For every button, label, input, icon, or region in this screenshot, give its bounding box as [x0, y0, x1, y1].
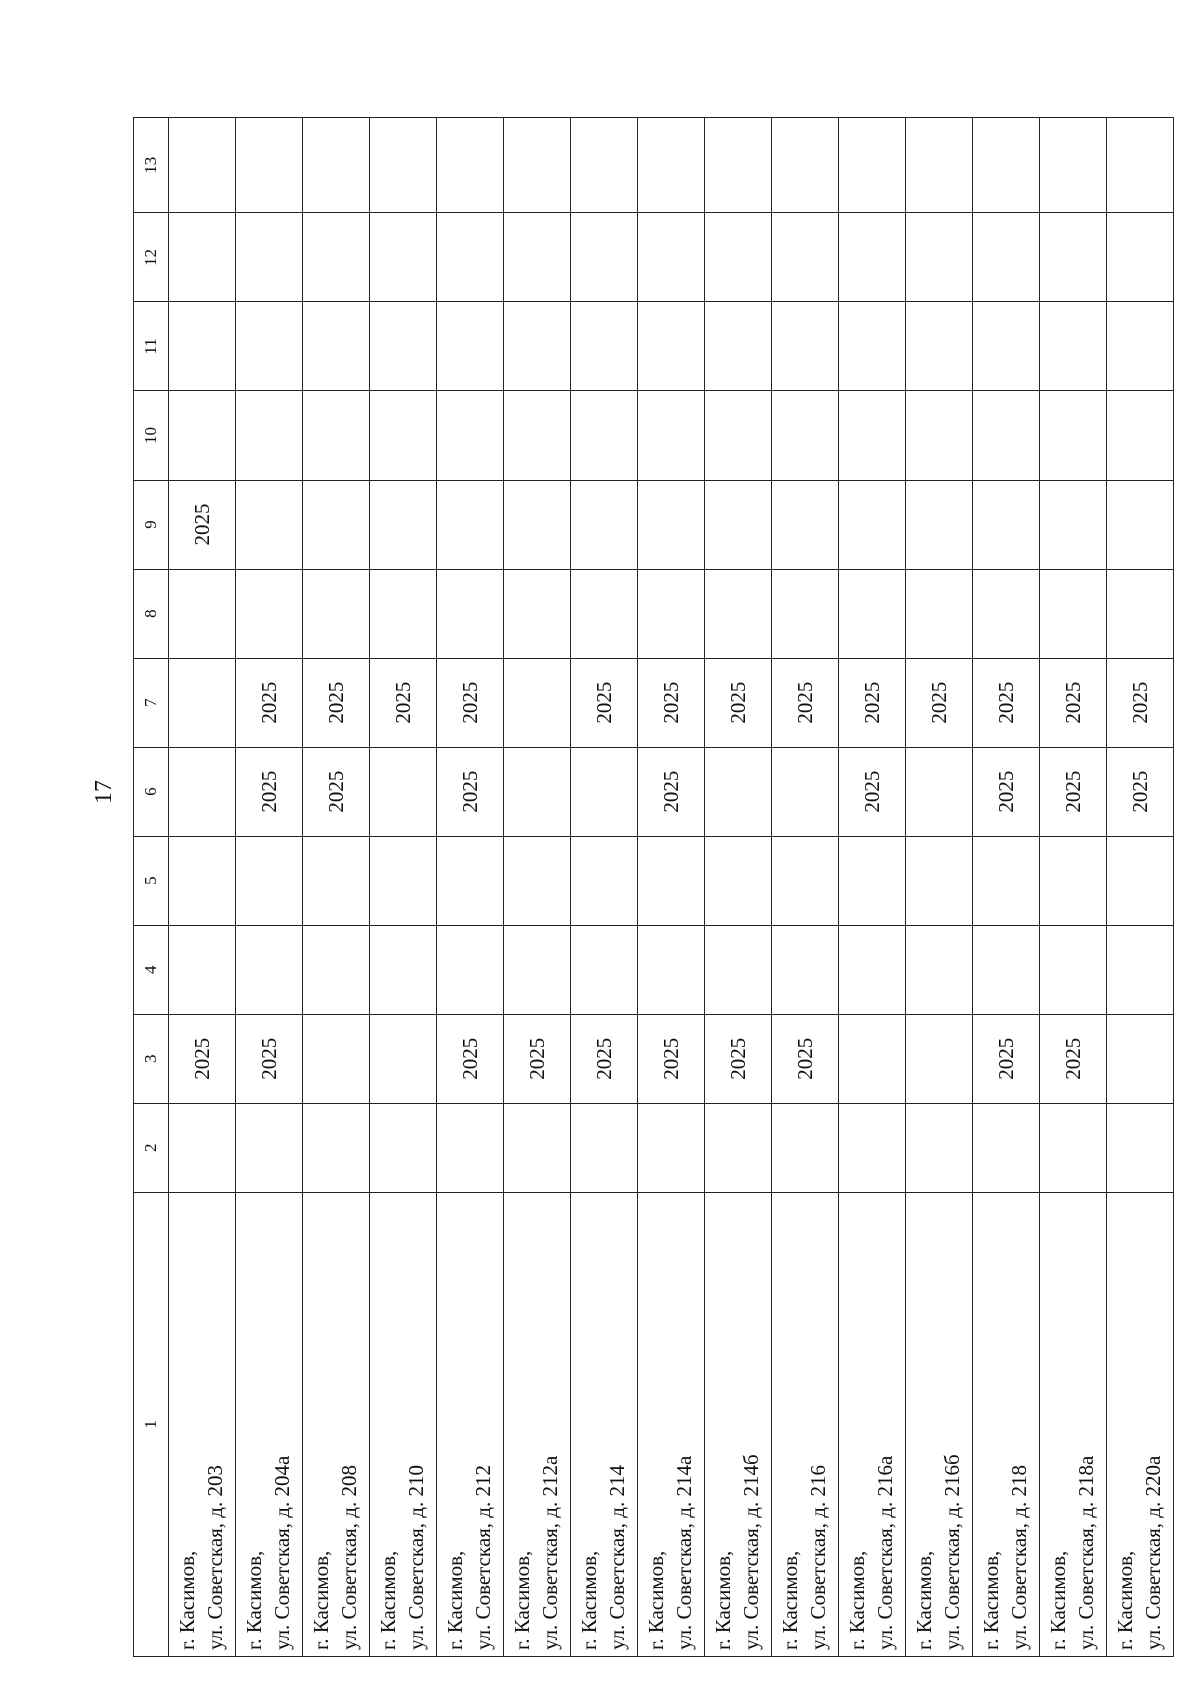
value-cell — [906, 213, 973, 302]
value-cell: 2025 — [1107, 658, 1174, 747]
value-cell — [303, 569, 370, 658]
value-cell — [1040, 391, 1107, 480]
column-number-9: 9 — [134, 480, 169, 569]
value-cell — [504, 391, 571, 480]
value-cell — [973, 480, 1040, 569]
address-cell — [772, 1192, 839, 1656]
value-cell — [906, 1103, 973, 1192]
value-cell — [236, 569, 303, 658]
value-cell — [638, 569, 705, 658]
value-cell — [236, 391, 303, 480]
value-cell — [437, 836, 504, 925]
value-cell — [236, 1103, 303, 1192]
value-cell: 2025 — [772, 658, 839, 747]
address-cell — [236, 1192, 303, 1656]
value-cell — [1107, 480, 1174, 569]
value-cell: 2025 — [1040, 1014, 1107, 1103]
column-number-13: 13 — [134, 118, 169, 213]
value-cell — [839, 925, 906, 1014]
value-cell: 2025 — [1040, 747, 1107, 836]
address-street: ул. Советская, д. 218а — [1074, 1455, 1098, 1650]
value-cell — [906, 302, 973, 391]
table-row — [705, 118, 772, 1657]
value-cell — [571, 569, 638, 658]
table-row — [839, 118, 906, 1657]
value-cell: 2025 — [705, 658, 772, 747]
value-cell — [973, 391, 1040, 480]
value-cell — [1107, 302, 1174, 391]
value-cell — [839, 1014, 906, 1103]
column-number-row — [134, 118, 169, 1657]
address-city: г. Касимов, — [711, 1550, 735, 1650]
value-cell — [705, 391, 772, 480]
column-number-1: 1 — [134, 1192, 169, 1656]
column-number-7: 7 — [134, 658, 169, 747]
value-cell — [437, 391, 504, 480]
table-row — [236, 118, 303, 1657]
value-cell — [504, 302, 571, 391]
column-number-11: 11 — [134, 302, 169, 391]
value-cell — [571, 480, 638, 569]
value-cell — [973, 1103, 1040, 1192]
value-cell — [169, 302, 236, 391]
value-cell — [504, 118, 571, 213]
address-city: г. Касимов, — [1046, 1550, 1070, 1650]
table-row — [973, 118, 1040, 1657]
value-cell — [571, 213, 638, 302]
address-city: г. Касимов, — [979, 1550, 1003, 1650]
rotated-table-container — [133, 117, 1165, 1657]
address-cell — [973, 1192, 1040, 1656]
address-city: г. Касимов, — [912, 1550, 936, 1650]
value-cell — [973, 569, 1040, 658]
value-cell — [370, 480, 437, 569]
value-cell — [973, 118, 1040, 213]
table-body — [169, 118, 1174, 1657]
value-cell — [638, 213, 705, 302]
address-city: г. Касимов, — [778, 1550, 802, 1650]
value-cell — [370, 1014, 437, 1103]
column-number-12: 12 — [134, 213, 169, 302]
value-cell — [437, 1103, 504, 1192]
value-cell — [1040, 1103, 1107, 1192]
value-cell — [303, 836, 370, 925]
value-cell: 2025 — [839, 658, 906, 747]
address-street: ул. Советская, д. 218 — [1007, 1465, 1031, 1650]
value-cell — [906, 1014, 973, 1103]
table-row — [571, 118, 638, 1657]
value-cell — [1040, 118, 1107, 213]
value-cell: 2025 — [504, 1014, 571, 1103]
value-cell — [772, 213, 839, 302]
value-cell — [906, 391, 973, 480]
address-cell — [504, 1192, 571, 1656]
address-street: ул. Советская, д. 220а — [1141, 1455, 1165, 1650]
value-cell — [236, 213, 303, 302]
value-cell: 2025 — [303, 658, 370, 747]
value-cell: 2025 — [437, 747, 504, 836]
value-cell — [571, 118, 638, 213]
value-cell — [1040, 836, 1107, 925]
address-city: г. Касимов, — [1113, 1550, 1137, 1650]
value-cell — [772, 925, 839, 1014]
value-cell — [705, 747, 772, 836]
value-cell — [772, 569, 839, 658]
value-cell — [504, 658, 571, 747]
value-cell — [370, 569, 437, 658]
address-street: ул. Советская, д. 212а — [538, 1455, 562, 1650]
value-cell — [705, 569, 772, 658]
value-cell — [504, 925, 571, 1014]
value-cell — [772, 480, 839, 569]
address-cell — [1107, 1192, 1174, 1656]
value-cell — [705, 1103, 772, 1192]
value-cell — [772, 747, 839, 836]
value-cell — [1040, 213, 1107, 302]
value-cell — [839, 213, 906, 302]
value-cell — [169, 569, 236, 658]
value-cell — [571, 302, 638, 391]
value-cell — [1107, 569, 1174, 658]
value-cell — [705, 925, 772, 1014]
value-cell — [437, 302, 504, 391]
address-cell — [839, 1192, 906, 1656]
value-cell — [705, 302, 772, 391]
value-cell — [571, 747, 638, 836]
column-number-4: 4 — [134, 925, 169, 1014]
value-cell — [1107, 836, 1174, 925]
value-cell: 2025 — [772, 1014, 839, 1103]
value-cell — [906, 747, 973, 836]
address-street: ул. Советская, д. 216 — [806, 1465, 830, 1650]
value-cell — [705, 213, 772, 302]
value-cell — [169, 836, 236, 925]
value-cell: 2025 — [370, 658, 437, 747]
value-cell — [303, 391, 370, 480]
value-cell — [839, 836, 906, 925]
value-cell — [303, 118, 370, 213]
address-city: г. Касимов, — [175, 1550, 199, 1650]
value-cell — [236, 925, 303, 1014]
address-city: г. Касимов, — [309, 1550, 333, 1650]
value-cell — [638, 480, 705, 569]
address-cell — [437, 1192, 504, 1656]
table-row — [303, 118, 370, 1657]
value-cell — [1107, 118, 1174, 213]
address-city: г. Касимов, — [443, 1550, 467, 1650]
address-city: г. Касимов, — [577, 1550, 601, 1650]
column-number-3: 3 — [134, 1014, 169, 1103]
table-row — [1040, 118, 1107, 1657]
address-city: г. Касимов, — [376, 1550, 400, 1650]
value-cell — [571, 1103, 638, 1192]
value-cell — [303, 213, 370, 302]
value-cell — [236, 302, 303, 391]
value-cell — [638, 836, 705, 925]
value-cell — [906, 480, 973, 569]
value-cell: 2025 — [169, 480, 236, 569]
value-cell — [705, 836, 772, 925]
value-cell — [906, 569, 973, 658]
value-cell — [303, 302, 370, 391]
value-cell — [571, 925, 638, 1014]
value-cell: 2025 — [571, 1014, 638, 1103]
address-cell — [906, 1192, 973, 1656]
value-cell — [236, 836, 303, 925]
value-cell — [1040, 925, 1107, 1014]
value-cell: 2025 — [973, 658, 1040, 747]
value-cell — [571, 391, 638, 480]
value-cell — [973, 836, 1040, 925]
value-cell — [169, 1103, 236, 1192]
address-street: ул. Советская, д. 204а — [270, 1455, 294, 1650]
value-cell — [504, 1103, 571, 1192]
address-street: ул. Советская, д. 210 — [404, 1465, 428, 1650]
value-cell: 2025 — [638, 1014, 705, 1103]
table-row — [504, 118, 571, 1657]
address-street: ул. Советская, д. 214а — [672, 1455, 696, 1650]
value-cell — [236, 480, 303, 569]
value-cell — [906, 118, 973, 213]
column-number-8: 8 — [134, 569, 169, 658]
value-cell — [839, 480, 906, 569]
value-cell — [772, 118, 839, 213]
address-cell — [169, 1192, 236, 1656]
value-cell — [906, 836, 973, 925]
value-cell — [370, 302, 437, 391]
value-cell — [437, 118, 504, 213]
value-cell: 2025 — [571, 658, 638, 747]
address-cell — [571, 1192, 638, 1656]
value-cell — [839, 391, 906, 480]
value-cell: 2025 — [1040, 658, 1107, 747]
value-cell — [370, 836, 437, 925]
value-cell: 2025 — [1107, 747, 1174, 836]
value-cell: 2025 — [437, 658, 504, 747]
value-cell — [839, 569, 906, 658]
value-cell — [169, 213, 236, 302]
value-cell: 2025 — [973, 747, 1040, 836]
value-cell: 2025 — [638, 747, 705, 836]
address-street: ул. Советская, д. 208 — [337, 1465, 361, 1650]
address-cell — [370, 1192, 437, 1656]
value-cell — [638, 302, 705, 391]
table-row — [437, 118, 504, 1657]
address-city: г. Касимов, — [845, 1550, 869, 1650]
value-cell: 2025 — [303, 747, 370, 836]
value-cell — [973, 302, 1040, 391]
value-cell — [504, 480, 571, 569]
address-city: г. Касимов, — [510, 1550, 534, 1650]
value-cell — [638, 925, 705, 1014]
address-street: ул. Советская, д. 212 — [471, 1465, 495, 1650]
value-cell — [169, 658, 236, 747]
value-cell — [370, 1103, 437, 1192]
value-cell: 2025 — [906, 658, 973, 747]
value-cell — [370, 391, 437, 480]
value-cell — [705, 118, 772, 213]
address-cell — [638, 1192, 705, 1656]
value-cell — [839, 118, 906, 213]
value-cell — [571, 836, 638, 925]
value-cell — [1107, 925, 1174, 1014]
value-cell — [169, 925, 236, 1014]
value-cell — [303, 1103, 370, 1192]
address-street: ул. Советская, д. 216а — [873, 1455, 897, 1650]
table-row — [638, 118, 705, 1657]
address-city: г. Касимов, — [644, 1550, 668, 1650]
value-cell — [504, 747, 571, 836]
table-row — [906, 118, 973, 1657]
value-cell: 2025 — [169, 1014, 236, 1103]
table-row — [169, 118, 236, 1657]
address-street: ул. Советская, д. 214б — [739, 1454, 763, 1650]
value-cell — [303, 925, 370, 1014]
value-cell — [1040, 480, 1107, 569]
value-cell: 2025 — [839, 747, 906, 836]
value-cell: 2025 — [236, 747, 303, 836]
table-row — [370, 118, 437, 1657]
value-cell — [370, 118, 437, 213]
value-cell — [504, 836, 571, 925]
value-cell — [236, 118, 303, 213]
table-row — [772, 118, 839, 1657]
value-cell — [973, 925, 1040, 1014]
value-cell — [437, 925, 504, 1014]
value-cell: 2025 — [638, 658, 705, 747]
value-cell — [705, 480, 772, 569]
column-number-6: 6 — [134, 747, 169, 836]
value-cell — [638, 118, 705, 213]
value-cell — [906, 925, 973, 1014]
value-cell — [303, 480, 370, 569]
value-cell — [1107, 1103, 1174, 1192]
column-number-2: 2 — [134, 1103, 169, 1192]
column-number-10: 10 — [134, 391, 169, 480]
value-cell — [169, 118, 236, 213]
value-cell — [169, 391, 236, 480]
value-cell — [504, 569, 571, 658]
value-cell: 2025 — [236, 658, 303, 747]
column-number-5: 5 — [134, 836, 169, 925]
value-cell — [504, 213, 571, 302]
value-cell — [1040, 569, 1107, 658]
value-cell — [772, 836, 839, 925]
value-cell: 2025 — [973, 1014, 1040, 1103]
value-cell — [973, 213, 1040, 302]
table-row — [1107, 118, 1174, 1657]
value-cell — [772, 1103, 839, 1192]
page-number: 17 — [91, 780, 117, 804]
value-cell — [370, 747, 437, 836]
value-cell — [772, 391, 839, 480]
address-street: ул. Советская, д. 203 — [203, 1465, 227, 1650]
address-street: ул. Советская, д. 216б — [940, 1454, 964, 1650]
value-cell — [1107, 213, 1174, 302]
value-cell — [169, 747, 236, 836]
value-cell — [303, 1014, 370, 1103]
value-cell — [638, 391, 705, 480]
value-cell — [370, 925, 437, 1014]
address-cell — [1040, 1192, 1107, 1656]
schedule-table — [133, 117, 1174, 1657]
value-cell — [437, 213, 504, 302]
value-cell: 2025 — [236, 1014, 303, 1103]
address-cell — [303, 1192, 370, 1656]
value-cell — [1107, 391, 1174, 480]
value-cell — [437, 569, 504, 658]
value-cell — [437, 480, 504, 569]
value-cell — [638, 1103, 705, 1192]
value-cell: 2025 — [705, 1014, 772, 1103]
value-cell — [839, 302, 906, 391]
value-cell — [1107, 1014, 1174, 1103]
value-cell — [839, 1103, 906, 1192]
address-street: ул. Советская, д. 214 — [605, 1465, 629, 1650]
address-cell — [705, 1192, 772, 1656]
value-cell — [772, 302, 839, 391]
address-city: г. Касимов, — [242, 1550, 266, 1650]
value-cell — [1040, 302, 1107, 391]
value-cell — [370, 213, 437, 302]
value-cell: 2025 — [437, 1014, 504, 1103]
